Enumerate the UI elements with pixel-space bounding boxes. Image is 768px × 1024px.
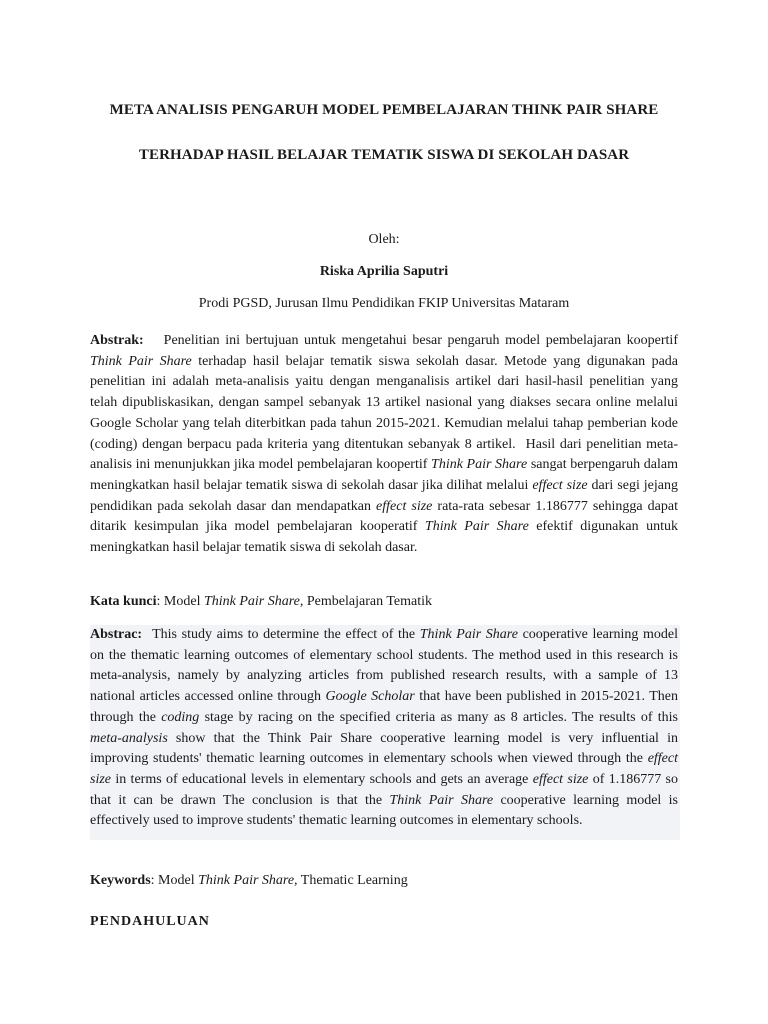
keywords-line: Keywords: Model Think Pair Share, Thematic Learning (90, 873, 408, 888)
author-affiliation: Prodi PGSD, Jurusan Ilmu Pendidikan FKIP Universitas Mataram (198, 296, 570, 311)
abstrac-paragraph: Abstrac: This study aims to determine the effect of the Think Pair Share cooperative learning model on the thematic learning outcomes of elementary school students. The method used in this research is meta-analysis, namely by analyzing articles from published research results, with a sample of 13 national articles accessed online through Google Scholar that have been published in 2015-2021. Then through the coding stage by racing on the specified criteria as many as 8 articles. The results of this meta-analysis show that the Think Pair Share cooperative learning model is very influential in improving students' thematic learning outcomes in elementary schools when viewed through the effect size in terms of educational levels in elementary schools and gets an average effect size of 1.186777 so that it can be drawn The conclusion is that the Think Pair Share cooperative learning model is effectively used to improve students' thematic learning outcomes in elementary schools. (90, 625, 680, 840)
keywords-label: Keywords (90, 873, 151, 888)
kata-kunci-label: Kata kunci (90, 594, 157, 609)
kata-kunci-line: Kata kunci: Model Think Pair Share, Pembelajaran Tematik (90, 594, 432, 609)
abstrac-label: Abstrac: (90, 627, 143, 642)
paper-title: META ANALISIS PENGARUH MODEL PEMBELAJARAN THINK PAIR SHARE TERHADAP HASIL BELAJAR TEMATIK SISWA DI SEKOLAH DASAR (109, 102, 659, 163)
oleh-label: Oleh: (368, 232, 400, 247)
abstrak-paragraph: Abstrak: Penelitian ini bertujuan untuk mengetahui besar pengaruh model pembelajaran koopertif Think Pair Share terhadap hasil belajar tematik siswa sekolah dasar. Metode yang digunakan pada penelitian ini adalah meta-analisis yaitu dengan menganalisis artikel dari hasil-hasil penelitian yang telah dipubliskasikan, dengan sampel sebanyak 13 artikel nasional yang diakses secara online melalui Google Scholar yang telah diterbitkan pada tahun 2015-2021. Kemudian melalui tahap pemberian kode (coding) dengan berpacu pada kriteria yang ditentukan sebanyak 8 artikel. Hasil dari penelitian meta-analisis ini menunjukkan jika model pembelajaran koopertif Think Pair Share sangat berpengaruh dalam meningkatkan hasil belajar tematik siswa di sekolah dasar jika dilihat melalui effect size dari segi jejang pendidikan pada sekolah dasar dan mendapatkan effect size rata-rata sebesar 1.186777 sehingga dapat ditarik kesimpulan jika model pembelajaran kooperatif Think Pair Share efektif digunakan untuk meningkatkan hasil belajar tematik siswa di sekolah dasar. (90, 333, 679, 556)
author-name: Riska Aprilia Saputri (319, 264, 449, 279)
section-heading-pendahuluan: PENDAHULUAN (90, 914, 210, 929)
abstrak-label: Abstrak: (90, 333, 144, 348)
